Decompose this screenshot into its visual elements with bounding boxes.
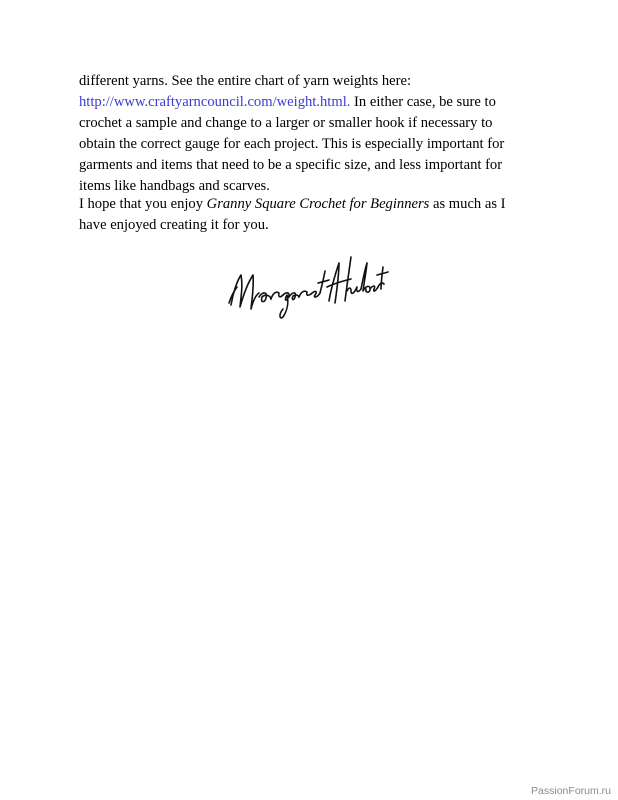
paragraph-closing [79, 194, 549, 236]
text-fragment: I hope that you enjoy [79, 196, 207, 212]
paragraph-yarn-gauge [79, 71, 549, 197]
book-title: Granny Square Crochet for Beginners [206, 196, 430, 212]
text-fragment: as much as I [429, 196, 506, 212]
text-line: garments and items that need to be a specific size, and less important for [79, 157, 503, 173]
text-line [79, 92, 549, 113]
yarn-weight-link[interactable]: http://www.craftyarncouncil.com/weight.html. [79, 94, 351, 110]
text-line: crochet a sample and change to a larger or smaller hook if necessary to [79, 115, 493, 131]
text-line: different yarns. See the entire chart of yarn weights here: [79, 73, 412, 89]
text-line: items like handbags and scarves. [79, 178, 270, 194]
site-watermark: PassionForum.ru [531, 785, 611, 797]
text-fragment: In either case, be sure to [350, 94, 496, 110]
text-line: have enjoyed creating it for you. [79, 217, 269, 233]
signature-image [225, 245, 390, 323]
text-line [79, 194, 549, 215]
text-line: obtain the correct gauge for each project. This is especially important for [79, 136, 505, 152]
